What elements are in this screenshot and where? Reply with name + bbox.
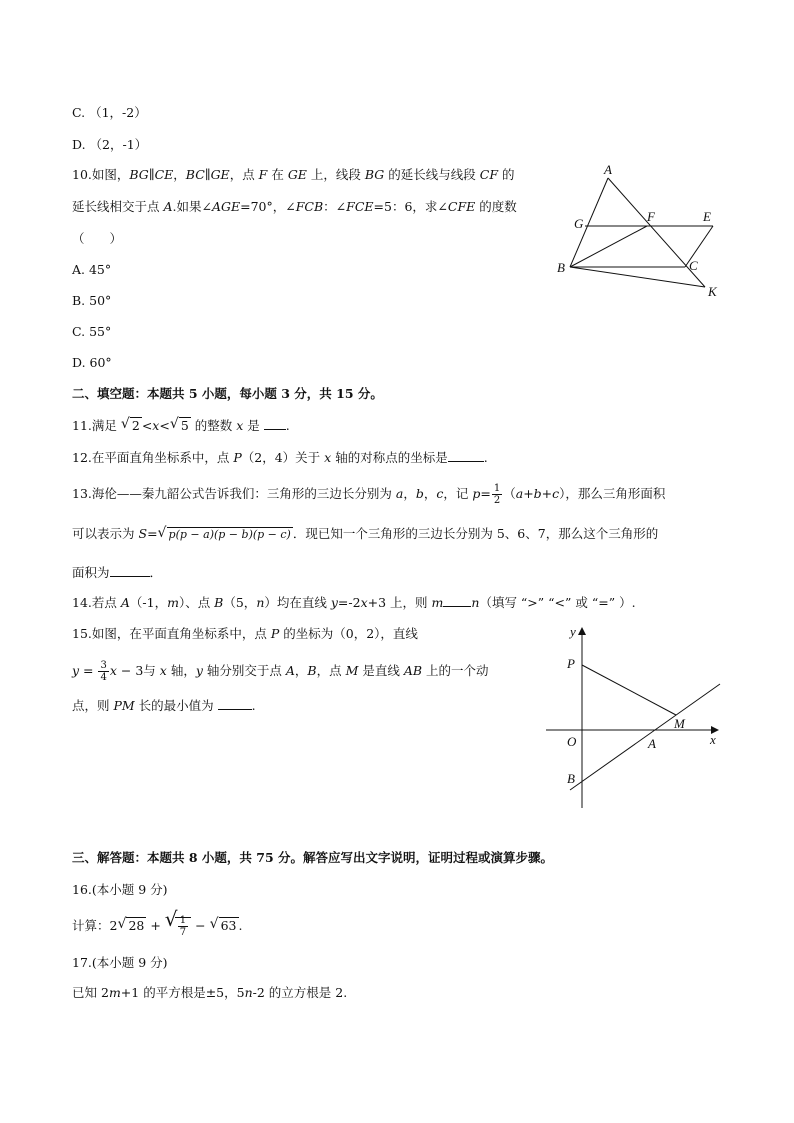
label-b: B bbox=[557, 260, 565, 275]
q17-text: 已知 2m+1 的平方根是±5，5n-2 的立方根是 2. bbox=[72, 985, 348, 1000]
label-e: E bbox=[703, 209, 711, 224]
q16-title: 16.(本小题 9 分) bbox=[72, 882, 168, 897]
q10-option-a: A. 45° bbox=[72, 262, 112, 277]
q16-expression: 计算：2 √ 28 + √ $\frac{1}{7}$ − √ 63 . bbox=[72, 907, 243, 938]
sqrt-28: √ 28 bbox=[117, 916, 145, 933]
q10-option-b: B. 50° bbox=[72, 293, 112, 308]
q13-line3: 面积为 ． bbox=[72, 565, 163, 580]
segment-bk bbox=[570, 267, 705, 287]
q14-line: 14.若点 A（-1，m）、点 B（5，n）均在直线 y=-2x+3 上，则 m n（填写 “>” “<” 或 “=” ）. bbox=[72, 595, 636, 610]
heron-sqrt: √ p(p − a)(p − b)(p − c) bbox=[157, 525, 291, 541]
q13-line1: 13.海伦——秦九韶公式告诉我们：三角形的三边长分别为 a，b，c，记 p= $\frac{1}{2}$ （a+b+c），那么三角形面积 bbox=[72, 483, 666, 506]
q10-option-c: C. 55° bbox=[72, 324, 112, 339]
label-p: P bbox=[567, 656, 575, 671]
label-k: K bbox=[708, 284, 717, 299]
q10-answer-paren: （ ） bbox=[72, 231, 123, 246]
label-y: y bbox=[570, 624, 576, 639]
q15-line1: 15.如图，在平面直角坐标系中，点 P 的坐标为（0，2），直线 bbox=[72, 626, 418, 641]
section2-heading: 二、填空题：本题共 5 小题，每小题 3 分，共 15 分。 bbox=[72, 386, 383, 401]
q15-line3: 点，则 PM 长的最小值为 . bbox=[72, 698, 256, 713]
q9-option-d: D. （2，-1） bbox=[72, 137, 148, 152]
frac-one-half: $\frac{1}{2}$ bbox=[493, 483, 501, 506]
label-o: O bbox=[567, 734, 577, 749]
label-g: G bbox=[574, 216, 584, 231]
q10-option-d: D. 60° bbox=[72, 355, 112, 370]
q12-answer-blank[interactable] bbox=[448, 449, 484, 462]
q11-answer-blank[interactable] bbox=[264, 417, 286, 430]
q13-line2: 可以表示为 S= √ p(p − a)(p − b)(p − c) ．现已知一个三角形的三边长分别为 5、6、7，那么这个三角形的 bbox=[72, 525, 659, 541]
q11-line: 11.满足 √ 2 <x< √ 5 的整数 x 是 . bbox=[72, 416, 290, 433]
label-c: C bbox=[689, 258, 698, 273]
section3-heading: 三、解答题：本题共 8 小题，共 75 分。解答应写出文字说明，证明过程或演算步骤。 bbox=[72, 850, 554, 865]
sqrt-2: √ 2 bbox=[120, 416, 140, 433]
q15-figure bbox=[540, 620, 730, 810]
q10-stem-line2: 延长线相交于点 A.如果∠AGE=70°，∠FCB：∠FCE=5：6，求∠CFE 的度数 bbox=[72, 199, 517, 214]
label-a-point: A bbox=[648, 736, 656, 751]
q10-figure bbox=[550, 160, 730, 305]
frac-one-seventh: $\frac{1}{7}$ bbox=[179, 915, 187, 938]
label-a: A bbox=[604, 162, 612, 177]
q15-answer-blank[interactable] bbox=[218, 697, 252, 710]
sqrt-5: √ 5 bbox=[169, 416, 189, 433]
q9-option-c: C. （1，-2） bbox=[72, 105, 147, 120]
q17-title: 17.(本小题 9 分) bbox=[72, 955, 168, 970]
label-f: F bbox=[647, 209, 655, 224]
sqrt-63: √ 63 bbox=[209, 916, 237, 933]
sqrt-one-seventh: √ $\frac{1}{7}$ bbox=[165, 915, 191, 938]
label-x: x bbox=[710, 732, 716, 747]
label-b-point: B bbox=[567, 771, 575, 786]
frac-three-quarters: $\frac{3}{4}$ bbox=[100, 660, 107, 683]
label-m: M bbox=[674, 716, 685, 731]
q13-answer-blank[interactable] bbox=[110, 564, 150, 577]
q14-answer-blank[interactable] bbox=[443, 594, 471, 607]
segment-bf bbox=[570, 226, 647, 267]
q12-line: 12.在平面直角坐标系中，点 P（2，4）关于 x 轴的对称点的坐标是 . bbox=[72, 450, 488, 465]
q10-stem-line1: 10.如图，BG∥CE，BC∥GE，点 F 在 GE 上，线段 BG 的延长线与线段 CF 的 bbox=[72, 167, 515, 182]
segment-pm bbox=[582, 665, 676, 715]
line-ab bbox=[570, 684, 720, 790]
q15-line2: y = $\frac{3}{4}$ x − 3与 x 轴，y 轴分别交于点 A，B，点 M 是直线 AB 上的一个动 bbox=[72, 660, 489, 683]
